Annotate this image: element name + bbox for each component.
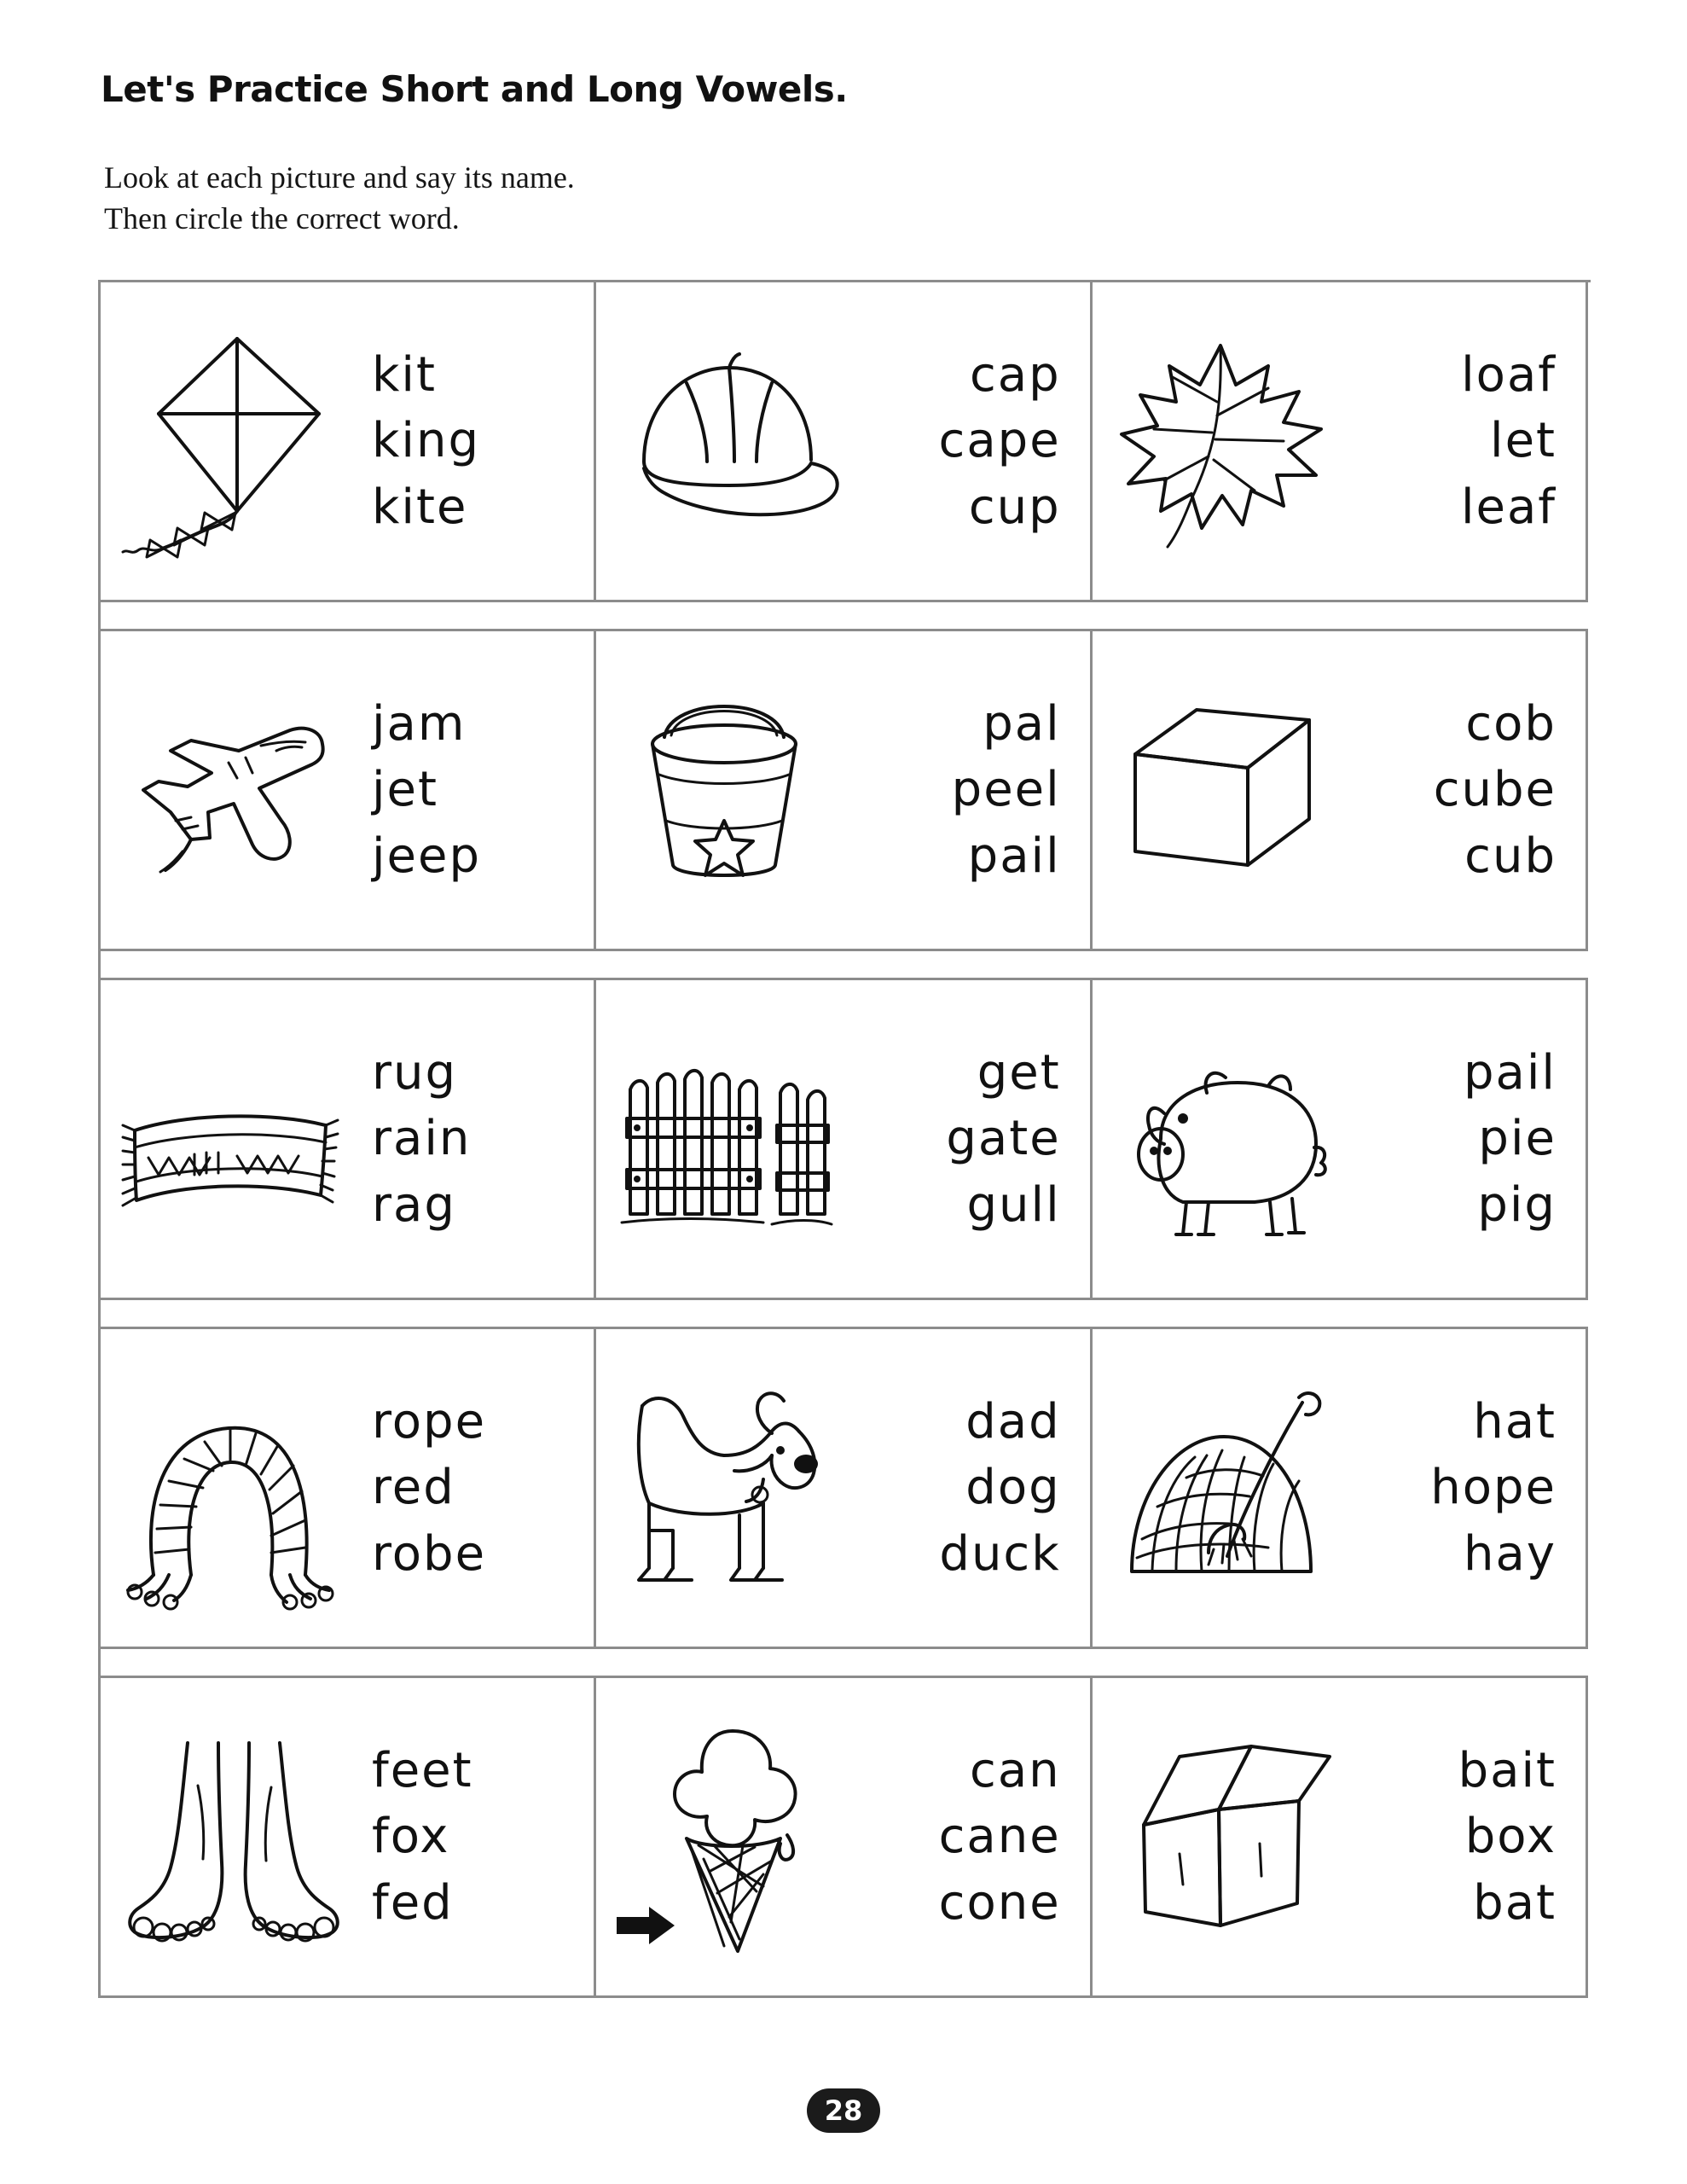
word-option[interactable]: bat bbox=[1473, 1874, 1557, 1931]
exercise-row bbox=[98, 1327, 1588, 1649]
word-option[interactable]: can bbox=[970, 1743, 1061, 1799]
gate-icon bbox=[596, 980, 852, 1298]
word-option[interactable]: duck bbox=[939, 1525, 1061, 1582]
word-option[interactable]: hope bbox=[1430, 1460, 1557, 1516]
word-option[interactable]: hat bbox=[1473, 1394, 1557, 1450]
exercise-grid bbox=[98, 280, 1591, 1998]
word-option[interactable]: gull bbox=[966, 1176, 1061, 1233]
word-option[interactable]: get bbox=[977, 1045, 1061, 1101]
exercise-cell[interactable] bbox=[1093, 980, 1586, 1298]
word-option[interactable]: pail bbox=[967, 828, 1061, 884]
leaf-icon bbox=[1093, 282, 1348, 600]
word-option[interactable]: box bbox=[1464, 1809, 1557, 1865]
word-choices[interactable] bbox=[1348, 342, 1586, 540]
word-choices[interactable] bbox=[357, 1389, 594, 1587]
word-option[interactable]: leaf bbox=[1460, 479, 1557, 535]
exercise-cell[interactable] bbox=[1093, 1329, 1586, 1647]
exercise-cell[interactable] bbox=[101, 1678, 596, 1995]
word-option[interactable]: feet bbox=[372, 1743, 473, 1799]
exercise-cell[interactable] bbox=[101, 631, 596, 949]
word-option[interactable]: hay bbox=[1464, 1525, 1557, 1582]
word-option[interactable]: cape bbox=[938, 413, 1061, 469]
word-option[interactable]: kite bbox=[372, 479, 468, 535]
ice-cream-cone-icon bbox=[596, 1678, 852, 1995]
exercise-cell[interactable] bbox=[1093, 631, 1586, 949]
word-option[interactable]: bait bbox=[1458, 1743, 1557, 1799]
word-option[interactable]: jeep bbox=[372, 828, 482, 884]
word-choices[interactable] bbox=[852, 1389, 1089, 1587]
instructions bbox=[104, 158, 575, 240]
word-choices[interactable] bbox=[852, 1738, 1089, 1936]
word-option[interactable]: pig bbox=[1477, 1176, 1557, 1233]
instructions-line-2: Then circle the correct word. bbox=[104, 200, 460, 235]
word-option[interactable]: cube bbox=[1433, 762, 1557, 818]
exercise-cell[interactable] bbox=[1093, 282, 1586, 600]
rope-icon bbox=[101, 1329, 357, 1647]
word-option[interactable]: cone bbox=[938, 1874, 1061, 1931]
exercise-row bbox=[98, 280, 1588, 602]
word-option[interactable]: peel bbox=[951, 762, 1061, 818]
word-option[interactable]: rag bbox=[372, 1176, 456, 1233]
exercise-cell[interactable] bbox=[596, 1678, 1092, 1995]
word-option[interactable]: jet bbox=[372, 762, 438, 818]
word-option[interactable]: pal bbox=[983, 696, 1061, 752]
word-choices[interactable] bbox=[852, 342, 1089, 540]
word-choices[interactable] bbox=[357, 691, 594, 889]
box-icon bbox=[1093, 1678, 1348, 1995]
word-option[interactable]: rain bbox=[372, 1111, 472, 1167]
hay-icon bbox=[1093, 1329, 1348, 1647]
word-option[interactable]: cub bbox=[1464, 828, 1557, 884]
word-choices[interactable] bbox=[357, 342, 594, 540]
word-option[interactable]: cob bbox=[1465, 696, 1557, 752]
word-choices[interactable] bbox=[357, 1738, 594, 1936]
word-choices[interactable] bbox=[1348, 1389, 1586, 1587]
word-option[interactable]: cane bbox=[938, 1809, 1061, 1865]
cap-icon bbox=[596, 282, 852, 600]
word-option[interactable]: cup bbox=[968, 479, 1061, 535]
pig-icon bbox=[1093, 980, 1348, 1298]
dog-icon bbox=[596, 1329, 852, 1647]
exercise-cell[interactable] bbox=[101, 980, 596, 1298]
exercise-row bbox=[98, 629, 1588, 951]
word-option[interactable]: cap bbox=[970, 347, 1061, 404]
feet-icon bbox=[101, 1678, 357, 1995]
cube-icon bbox=[1093, 631, 1348, 949]
word-choices[interactable] bbox=[852, 1040, 1089, 1238]
word-option[interactable]: fox bbox=[372, 1809, 450, 1865]
word-choices[interactable] bbox=[1348, 1738, 1586, 1936]
word-option[interactable]: kit bbox=[372, 347, 437, 404]
pail-icon bbox=[596, 631, 852, 949]
rug-icon bbox=[101, 980, 357, 1298]
exercise-cell[interactable] bbox=[1093, 1678, 1586, 1995]
word-choices[interactable] bbox=[852, 691, 1089, 889]
word-option[interactable]: rope bbox=[372, 1394, 487, 1450]
kite-icon bbox=[101, 282, 357, 600]
word-option[interactable]: let bbox=[1490, 413, 1557, 469]
exercise-cell[interactable] bbox=[596, 631, 1092, 949]
word-option[interactable]: red bbox=[372, 1460, 455, 1516]
word-option[interactable]: gate bbox=[946, 1111, 1061, 1167]
word-option[interactable]: pail bbox=[1464, 1045, 1557, 1101]
word-option[interactable]: dad bbox=[965, 1394, 1061, 1450]
exercise-row bbox=[98, 978, 1588, 1300]
word-choices[interactable] bbox=[1348, 1040, 1586, 1238]
exercise-cell[interactable] bbox=[596, 282, 1092, 600]
word-option[interactable]: loaf bbox=[1461, 347, 1557, 404]
exercise-cell[interactable] bbox=[101, 282, 596, 600]
word-option[interactable]: fed bbox=[372, 1874, 454, 1931]
page-number-badge: 28 bbox=[807, 2088, 880, 2133]
exercise-cell[interactable] bbox=[596, 1329, 1092, 1647]
word-option[interactable]: robe bbox=[372, 1525, 487, 1582]
jet-icon bbox=[101, 631, 357, 949]
exercise-row bbox=[98, 1676, 1588, 1998]
page-title: Let's Practice Short and Long Vowels. bbox=[101, 68, 848, 110]
exercise-cell[interactable] bbox=[596, 980, 1092, 1298]
word-option[interactable]: pie bbox=[1478, 1111, 1557, 1167]
word-option[interactable]: dog bbox=[965, 1460, 1061, 1516]
instructions-line-1: Look at each picture and say its name. bbox=[104, 160, 575, 195]
word-option[interactable]: rug bbox=[372, 1045, 458, 1101]
word-choices[interactable] bbox=[1348, 691, 1586, 889]
word-choices[interactable] bbox=[357, 1040, 594, 1238]
exercise-cell[interactable] bbox=[101, 1329, 596, 1647]
word-option[interactable]: jam bbox=[372, 696, 467, 752]
word-option[interactable]: king bbox=[372, 413, 481, 469]
